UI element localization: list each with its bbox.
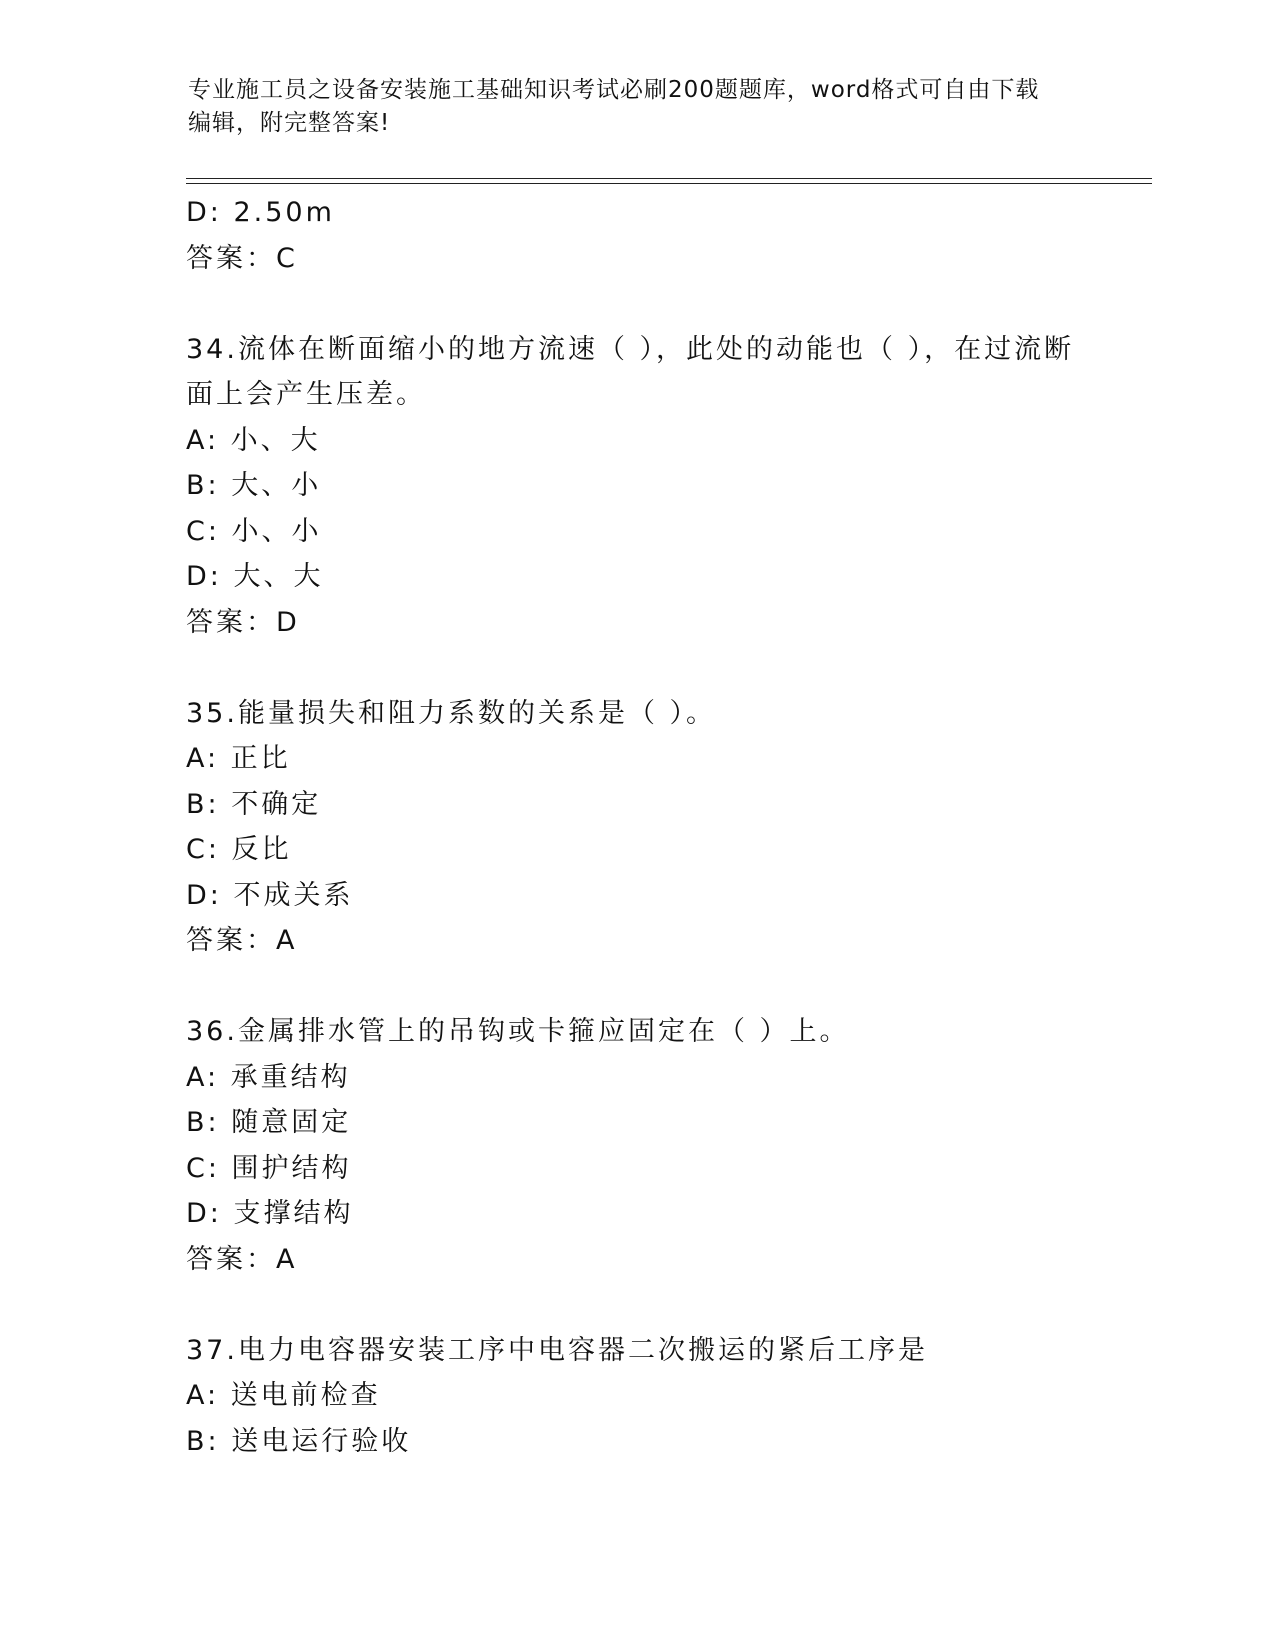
- answer-line: 答案：D: [186, 606, 300, 638]
- header-title-line2: 编辑，附完整答案!: [188, 110, 391, 136]
- option-a: A: 小、大: [186, 424, 321, 456]
- question-block-34: [186, 327, 1106, 646]
- option-c: C: 反比: [186, 834, 292, 865]
- option-d: D: 大、大: [186, 561, 324, 592]
- header-title-line1: 专业施工员之设备安装施工基础知识考试必刷200题题库，word格式可自由下载: [188, 77, 1040, 103]
- option-d: D: 不成关系: [186, 879, 354, 911]
- option-b: B: 大、小: [186, 470, 322, 501]
- option-b: B: 不确定: [186, 788, 322, 820]
- option-c: C: 小、小: [186, 515, 322, 547]
- option-a: A: 送电前检查: [186, 1380, 381, 1411]
- question-content: [186, 190, 1106, 1464]
- question-stem: 37.电力电容器安装工序中电容器二次搬运的紧后工序是: [186, 1334, 928, 1366]
- option-c: C: 围护结构: [186, 1152, 352, 1184]
- question-stem-continued: 面上会产生压差。: [186, 379, 426, 410]
- question-stem: 34.流体在断面缩小的地方流速（ ），此处的动能也（ ），在过流断: [186, 333, 1075, 365]
- question-stem: 35.能量损失和阻力系数的关系是（ ）。: [186, 697, 717, 729]
- option-d: D: 2.50m: [186, 197, 335, 228]
- option-a: A: 正比: [186, 743, 291, 774]
- question-block-36: [186, 1009, 1106, 1282]
- option-d: D: 支撑结构: [186, 1198, 354, 1229]
- option-b: B: 送电运行验收: [186, 1425, 412, 1457]
- answer-line: 答案：A: [186, 1243, 298, 1275]
- question-block-35: [186, 691, 1106, 964]
- header-divider: [186, 178, 1152, 184]
- question-stem: 36.金属排水管上的吊钩或卡箍应固定在（ ）上。: [186, 1016, 850, 1047]
- page-header: [188, 74, 1088, 140]
- option-a: A: 承重结构: [186, 1061, 351, 1093]
- question-block-37: [186, 1328, 1106, 1465]
- question-block-33-tail: [186, 190, 1106, 281]
- answer-line: 答案：A: [186, 925, 298, 956]
- option-b: B: 随意固定: [186, 1107, 352, 1138]
- answer-line: 答案：C: [186, 242, 298, 274]
